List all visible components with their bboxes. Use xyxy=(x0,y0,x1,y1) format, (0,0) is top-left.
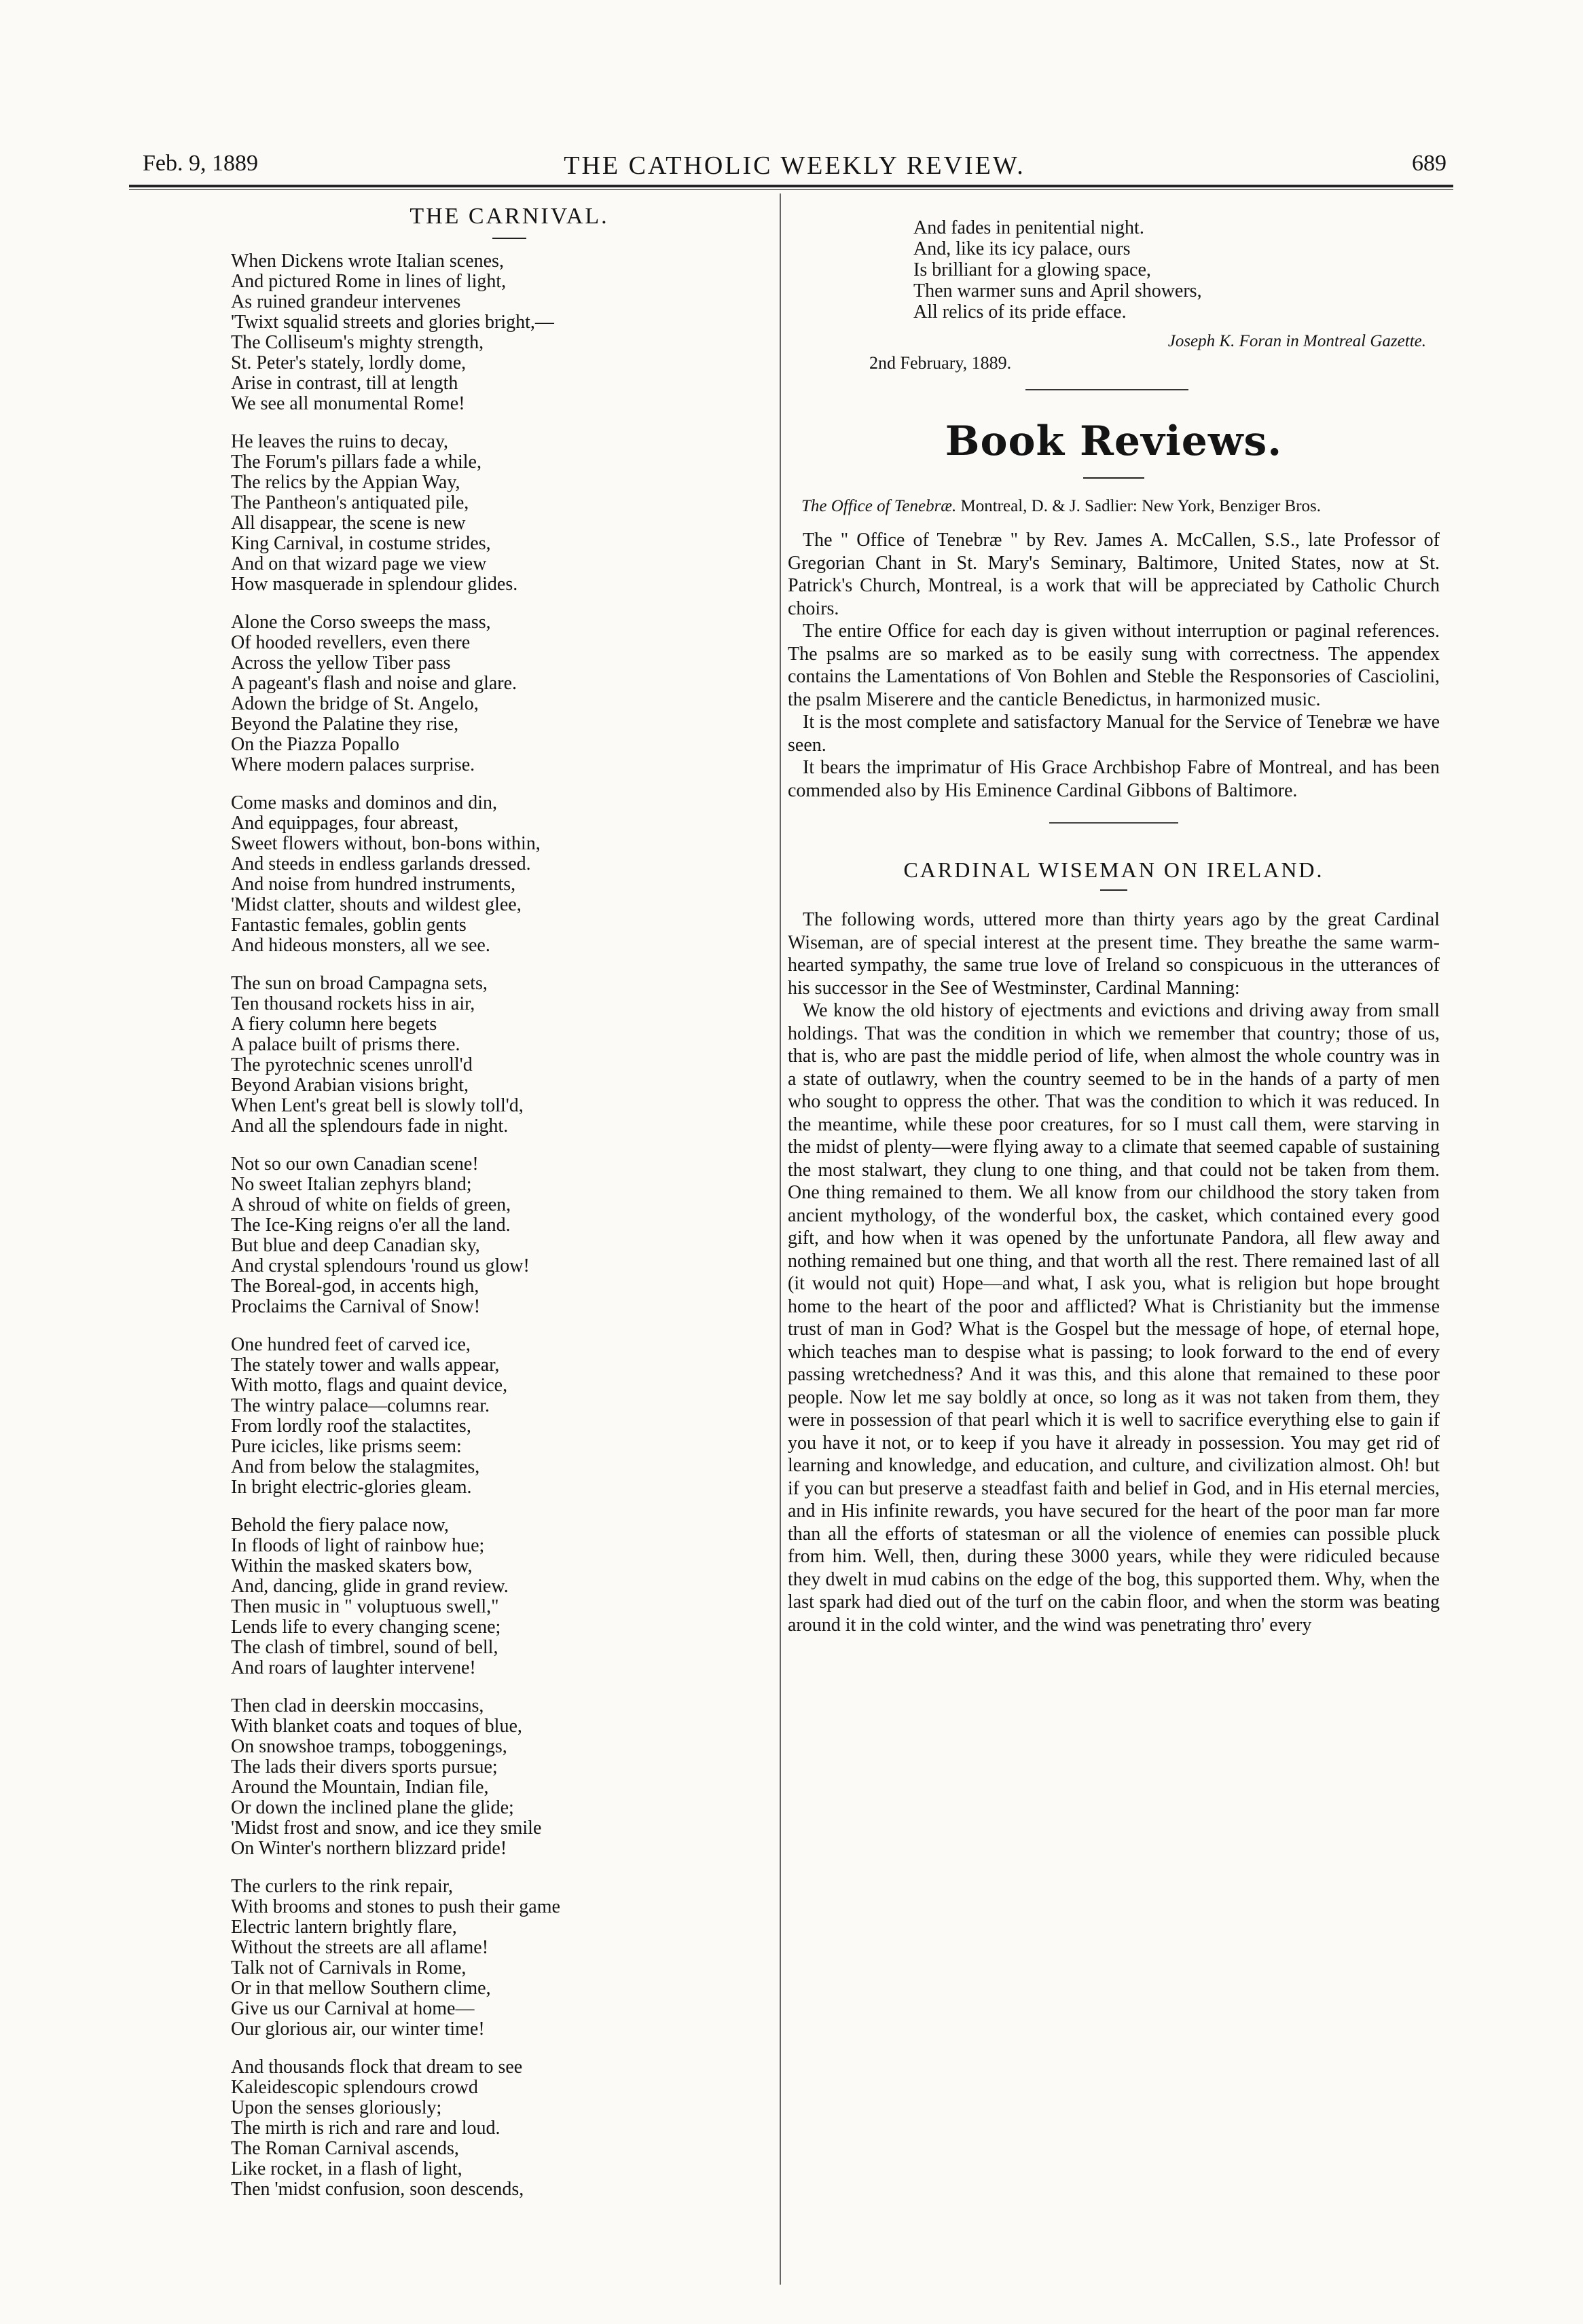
poem-line: Without the streets are all aflame! xyxy=(231,1937,489,1958)
poem-line: The relics by the Appian Way, xyxy=(231,472,460,493)
poem-line: The mirth is rich and rare and loud. xyxy=(231,2118,501,2139)
poem-line: And from below the stalagmites, xyxy=(231,1456,480,1477)
poem-line: Like rocket, in a flash of light, xyxy=(231,2158,462,2179)
poem-line: 'Midst frost and snow, and ice they smile xyxy=(231,1818,542,1839)
poem-line: Then warmer suns and April showers, xyxy=(913,280,1202,301)
poem-line: Behold the fiery palace now, xyxy=(231,1515,449,1536)
poem-line: A fiery column here begets xyxy=(231,1014,437,1035)
poem-line: Or down the inclined plane the glide; xyxy=(231,1797,514,1818)
title-dash xyxy=(492,238,526,239)
poem-line: And, dancing, glide in grand review. xyxy=(231,1576,509,1597)
poem-line: The pyrotechnic scenes unroll'd xyxy=(231,1054,473,1075)
poem-line: Not so our own Canadian scene! xyxy=(231,1154,479,1175)
poem-line: The clash of timbrel, sound of bell, xyxy=(231,1637,498,1658)
poem-line: Sweet flowers without, bon-bons within, xyxy=(231,833,541,854)
poem-line: Come masks and dominos and din, xyxy=(231,792,497,813)
poem-line: The wintry palace—columns rear. xyxy=(231,1395,490,1416)
poem-line: From lordly roof the stalactites, xyxy=(231,1416,471,1437)
poem-line: Lends life to every changing scene; xyxy=(231,1617,501,1638)
poem-stanza xyxy=(231,1515,788,1678)
article-body: We know the old history of ejectments and evictions and driving away from small holdings. That was the condition in which we remember that country; those of us, that is, who are past the middle period of life, when almost the whole country was in a state of outlawry, when the country seemed to be in the hands of a party of men who sought to oppress the other. That was the condition to which it was reduced. In the meantime, while these poor creatures, for so I must call them, were starving in the midst of plenty—were flying away to a climate that seemed capable of sustaining the most stalwart, they clung to one thing, and that could not be taken from them. One thing remained to them. We all know from our childhood the story taken from ancient mythology, of the wonderful box, the casket, which contained every good gift, and how when it was opened by the unfortunate Pandora, all flew away and nothing remained but one thing, and that worth all the rest. There remained last of all (it would not quit) Hope—and what, I ask you, what is religion but hope brought home to the heart of the poor and afflicted? What is Christianity but the immense trust of man in God? What is the Gospel but the message of hope, of eternal hope, which teaches man to despise what is passing; to look forward to the end of every passing wretchedness? And it was this, and this alone that remained to these poor people. Now let me say boldly at once, so long as it was not taken from them, they were in possession of that pearl which it is well to sacrifice everything else to gain if you have it not, or to keep if you have it already in possession. You may get rid of learning and knowledge, and education, and culture, and civilization almost. Oh! but if you can but preserve a steadfast faith and belief in God, and in His eternal mercies, and in His infinite rewards, you have secured for the heart of the poor man far more than all the efforts of statesman or all the violence of enemies can possible pluck from him. Well, then, during these 3000 years, while they were ridiculed because they dwelt in mud cabins on the edge of the bog, this supported them. Why, when the last spark had died out of the turf on the cabin floor, and when the storm was beating around it in the cold winter, and the wind was penetrating thro' every xyxy=(788,1000,1440,1636)
heading-rule xyxy=(1083,477,1144,479)
poem-line: Electric lantern brightly flare, xyxy=(231,1917,457,1938)
header-rule-thin xyxy=(129,189,1453,190)
poem-line: We see all monumental Rome! xyxy=(231,393,465,414)
poem-line: In bright electric-glories gleam. xyxy=(231,1477,472,1498)
poem-line: No sweet Italian zephyrs bland; xyxy=(231,1174,472,1195)
poem-line: Then clad in deerskin moccasins, xyxy=(231,1695,484,1716)
poem-stanzas xyxy=(231,251,788,2200)
review-body xyxy=(788,529,1440,802)
poem-line: And roars of laughter intervene! xyxy=(231,1657,476,1678)
book-title: The Office of Tenebræ. xyxy=(801,497,957,515)
poem-line: A palace built of prisms there. xyxy=(231,1034,460,1055)
poem-line: And equippages, four abreast, xyxy=(231,813,459,834)
poem-line: Or in that mellow Southern clime, xyxy=(231,1978,491,1999)
poem-line: Around the Mountain, Indian file, xyxy=(231,1777,489,1798)
poem-line: And steeds in endless garlands dressed. xyxy=(231,853,531,874)
poem-line: The Colliseum's mighty strength, xyxy=(231,332,484,353)
poem-line: And fades in penitential night. xyxy=(913,217,1144,238)
page-number: 689 xyxy=(1412,151,1446,176)
poem-continuation xyxy=(913,217,1440,322)
poem-attribution: Joseph K. Foran in Montreal Gazette. xyxy=(1167,332,1426,350)
poem-line: And all the splendours fade in night. xyxy=(231,1115,509,1137)
poem-line: And noise from hundred instruments, xyxy=(231,874,516,895)
poem-line: The Boreal-god, in accents high, xyxy=(231,1276,479,1297)
poem-line: When Dickens wrote Italian scenes, xyxy=(231,251,504,272)
poem-stanza xyxy=(231,1335,788,1498)
poem-column xyxy=(231,204,788,2217)
article-divider xyxy=(1049,822,1178,824)
section-divider xyxy=(1025,389,1188,390)
poem-line: But blue and deep Canadian sky, xyxy=(231,1235,480,1256)
poem-line: The Pantheon's antiquated pile, xyxy=(231,492,469,513)
poem-line: And, like its icy palace, ours xyxy=(913,238,1131,259)
poem-line: On snowshoe tramps, toboggenings, xyxy=(231,1736,507,1757)
poem-line: Beyond Arabian visions bright, xyxy=(231,1075,469,1096)
issue-date: Feb. 9, 1889 xyxy=(143,151,258,176)
poem-line: 'Twixt squalid streets and glories bright,— xyxy=(231,312,554,333)
poem-line: How masquerade in splendour glides. xyxy=(231,574,518,595)
poem-line: St. Peter's stately, lordly dome, xyxy=(231,352,467,373)
poem-line: Beyond the Palatine they rise, xyxy=(231,714,459,735)
poem-line: On the Piazza Popallo xyxy=(231,734,400,755)
poem-line: Proclaims the Carnival of Snow! xyxy=(231,1296,481,1317)
book-publisher: Montreal, D. & J. Sadlier: New York, Benziger Bros. xyxy=(960,497,1321,515)
poem-line: Ten thousand rockets hiss in air, xyxy=(231,993,475,1014)
poem-line: Our glorious air, our winter time! xyxy=(231,2018,485,2040)
poem-line: And hideous monsters, all we see. xyxy=(231,935,490,956)
poem-line: 'Midst clatter, shouts and wildest glee, xyxy=(231,894,522,915)
poem-line: He leaves the ruins to decay, xyxy=(231,431,449,452)
poem-dateline: 2nd February, 1889. xyxy=(869,353,1012,373)
poem-line: And crystal splendours 'round us glow! xyxy=(231,1255,530,1276)
poem-line: The Ice-King reigns o'er all the land. xyxy=(231,1215,511,1236)
poem-line: The lads their divers sports pursue; xyxy=(231,1756,498,1777)
poem-stanza xyxy=(231,1696,788,1859)
masthead: THE CATHOLIC WEEKLY REVIEW. xyxy=(564,151,1025,180)
book-reviews-heading: Book Reviews. xyxy=(945,418,1283,465)
poem-stanza xyxy=(231,432,788,595)
article-intro: The following words, uttered more than thirty years ago by the great Cardinal Wiseman, are of special interest at the present time. They breathe the same warm-hearted sympathy, the same true love of Ireland so conspicuous in the utterances of his successor in the See of Westminster, Cardinal Manning: xyxy=(788,909,1440,999)
poem-line: Upon the senses gloriously; xyxy=(231,2097,442,2118)
poem-line: When Lent's great bell is slowly toll'd, xyxy=(231,1095,524,1116)
poem-line: The Roman Carnival ascends, xyxy=(231,2138,459,2159)
poem-line: Talk not of Carnivals in Rome, xyxy=(231,1957,467,1978)
poem-line: All disappear, the scene is new xyxy=(231,513,466,534)
poem-stanza xyxy=(231,1154,788,1317)
book-reference xyxy=(788,496,1440,517)
article-title: CARDINAL WISEMAN ON IRELAND. xyxy=(903,857,1324,882)
poem-line: In floods of light of rainbow hue; xyxy=(231,1535,485,1556)
poem-stanza xyxy=(231,2057,788,2200)
review-paragraph: It bears the imprimatur of His Grace Archbishop Fabre of Montreal, and has been commended also by His Eminence Cardinal Gibbons of Baltimore. xyxy=(788,757,1440,801)
poem-stanza xyxy=(231,251,788,414)
poem-line: With motto, flags and quaint device, xyxy=(231,1375,508,1396)
poem-line: The curlers to the rink repair, xyxy=(231,1876,453,1897)
review-paragraph: The " Office of Tenebræ " by Rev. James A. McCallen, S.S., late Professor of Gregorian Chant in St. Mary's Seminary, Baltimore, United States, now at St. Patrick's Church, Montreal, is a work that will be appreciated by Catholic Church choirs. xyxy=(788,530,1440,619)
poem-line: A pageant's flash and noise and glare. xyxy=(231,673,517,694)
poem-line: The stately tower and walls appear, xyxy=(231,1354,500,1376)
poem-line: As ruined grandeur intervenes xyxy=(231,291,461,312)
page-header xyxy=(143,151,1446,185)
poem-line: King Carnival, in costume strides, xyxy=(231,533,491,554)
poem-line: A shroud of white on fields of green, xyxy=(231,1194,511,1215)
poem-line: Then 'midst confusion, soon descends, xyxy=(231,2179,524,2200)
poem-stanza xyxy=(231,793,788,956)
poem-line: On Winter's northern blizzard pride! xyxy=(231,1838,507,1859)
poem-line: And on that wizard page we view xyxy=(231,553,487,574)
poem-line: With blanket coats and toques of blue, xyxy=(231,1716,522,1737)
poem-line: Alone the Corso sweeps the mass, xyxy=(231,612,491,633)
review-paragraph: It is the most complete and satisfactory Manual for the Service of Tenebræ we have seen. xyxy=(788,712,1440,756)
article-rule xyxy=(1100,889,1127,891)
poem-line: Within the masked skaters bow, xyxy=(231,1555,473,1576)
poem-line: Kaleidescopic splendours crowd xyxy=(231,2077,478,2098)
poem-line: With brooms and stones to push their game xyxy=(231,1896,560,1917)
poem-line: And thousands flock that dream to see xyxy=(231,2056,523,2078)
poem-line: Where modern palaces surprise. xyxy=(231,754,475,775)
poem-stanza xyxy=(231,1877,788,2040)
right-column xyxy=(788,217,1440,1636)
header-rule xyxy=(129,185,1453,187)
poem-line: The Forum's pillars fade a while, xyxy=(231,451,481,473)
poem-line: Fantastic females, goblin gents xyxy=(231,915,467,936)
poem-line: One hundred feet of carved ice, xyxy=(231,1334,471,1355)
poem-stanza xyxy=(231,974,788,1137)
poem-line: Then music in " voluptuous swell," xyxy=(231,1596,499,1617)
poem-line: The sun on broad Campagna sets, xyxy=(231,973,488,994)
poem-line: And pictured Rome in lines of light, xyxy=(231,271,507,292)
poem-line: Is brilliant for a glowing space, xyxy=(913,259,1151,280)
poem-line: Across the yellow Tiber pass xyxy=(231,652,451,674)
poem-title: THE CARNIVAL. xyxy=(410,204,609,229)
poem-line: All relics of its pride efface. xyxy=(913,301,1127,322)
review-paragraph: The entire Office for each day is given without interruption or paginal references. The psalms are so marked as to be easily sung with correctness. The appendex contains the Lamentations of Von Bohlen and Steble the Responsories of Casciolini, the psalm Miserere and the canticle Benedictus, in harmonized music. xyxy=(788,621,1440,710)
poem-line: Adown the bridge of St. Angelo, xyxy=(231,693,479,714)
poem-line: Of hooded revellers, even there xyxy=(231,632,471,653)
poem-stanza xyxy=(231,612,788,775)
poem-line: Arise in contrast, till at length xyxy=(231,373,458,394)
poem-line: Give us our Carnival at home— xyxy=(231,1998,475,2019)
poem-line: Pure icicles, like prisms seem: xyxy=(231,1436,462,1457)
